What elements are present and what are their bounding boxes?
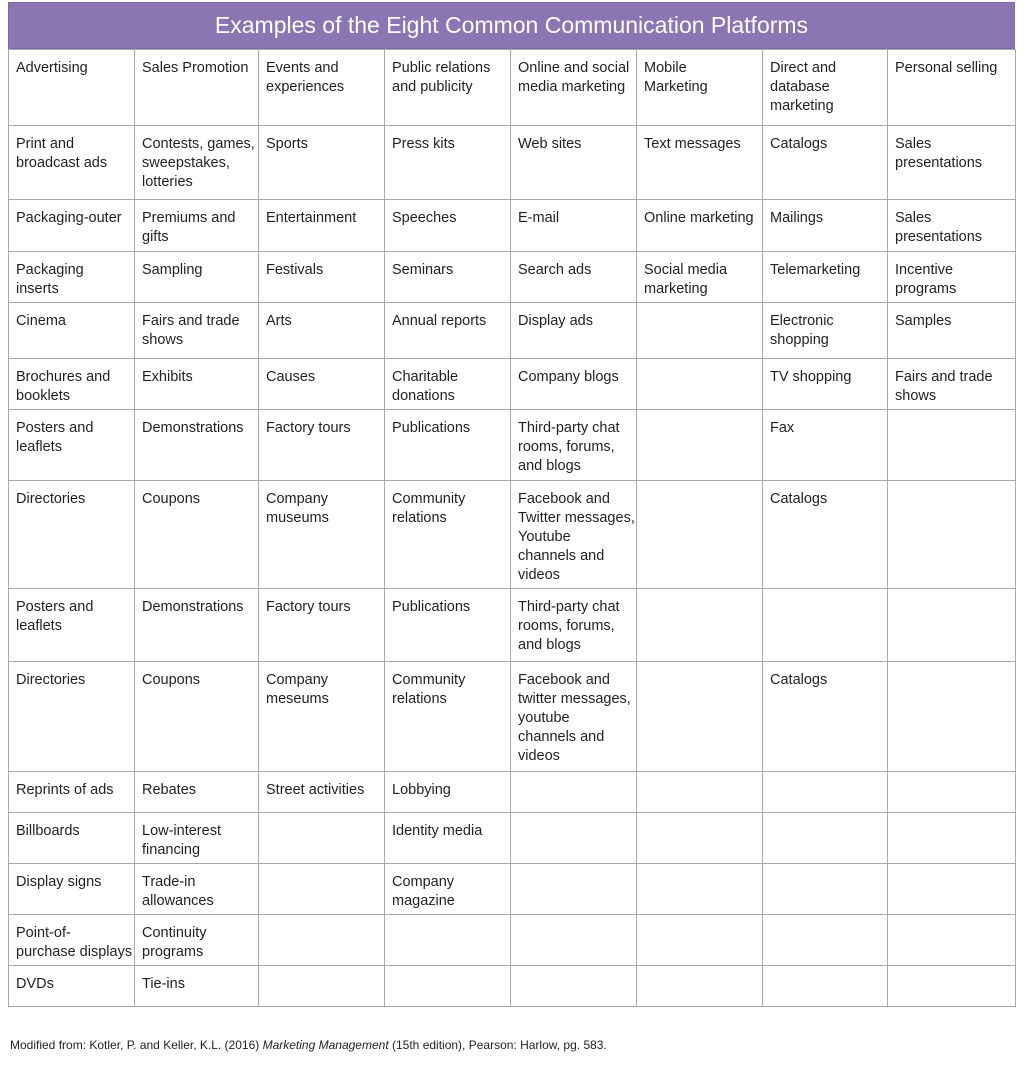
- table-cell: [888, 915, 1016, 966]
- table-row: [9, 915, 1016, 966]
- table-row: [9, 813, 1016, 864]
- table-cell: Entertainment: [259, 200, 385, 252]
- table-cell: Cinema: [9, 303, 135, 359]
- table-cell: [763, 915, 888, 966]
- table-row: [9, 252, 1016, 303]
- table-cell: Packaging inserts: [9, 252, 135, 303]
- table-cell: [385, 915, 511, 966]
- table-cell: [637, 481, 763, 589]
- table-cell: Facebook and twitter messages, youtube channels and videos: [511, 662, 637, 772]
- table-cell: Festivals: [259, 252, 385, 303]
- table-cell: [637, 359, 763, 410]
- table-cell: [888, 662, 1016, 772]
- table-cell: Company meseums: [259, 662, 385, 772]
- table-cell: Publications: [385, 410, 511, 481]
- table-cell: Demonstrations: [135, 589, 259, 662]
- table-cell: Display ads: [511, 303, 637, 359]
- table-cell: Factory tours: [259, 589, 385, 662]
- table-cell: Contests, games, sweepstakes, lotteries: [135, 126, 259, 200]
- table-cell: E-mail: [511, 200, 637, 252]
- table-cell: Sampling: [135, 252, 259, 303]
- table-cell: Packaging-outer: [9, 200, 135, 252]
- table-cell: Third-party chat rooms, forums, and blogs: [511, 589, 637, 662]
- table-cell: Posters and leaflets: [9, 589, 135, 662]
- table-cell: [637, 410, 763, 481]
- table-cell: [511, 915, 637, 966]
- table-cell: [511, 813, 637, 864]
- table-cell: Press kits: [385, 126, 511, 200]
- table-cell: Publications: [385, 589, 511, 662]
- table-cell: Company magazine: [385, 864, 511, 915]
- table-cell: DVDs: [9, 966, 135, 1007]
- table-cell: [637, 813, 763, 864]
- table-row: [9, 481, 1016, 589]
- column-header: Online and social media marketing: [511, 50, 637, 126]
- table-cell: Billboards: [9, 813, 135, 864]
- table-cell: Posters and leaflets: [9, 410, 135, 481]
- table-cell: Print and broadcast ads: [9, 126, 135, 200]
- table-cell: [888, 966, 1016, 1007]
- table-cell: [637, 662, 763, 772]
- table-cell: Mailings: [763, 200, 888, 252]
- table-cell: Electronic shopping: [763, 303, 888, 359]
- column-header: Direct and database marketing: [763, 50, 888, 126]
- source-citation: [10, 1038, 607, 1052]
- table-cell: [259, 813, 385, 864]
- table-cell: Fax: [763, 410, 888, 481]
- table-cell: [763, 772, 888, 813]
- table-row: [9, 410, 1016, 481]
- table-row: [9, 359, 1016, 410]
- table-cell: [763, 589, 888, 662]
- table-cell: [637, 966, 763, 1007]
- platforms-table: [8, 49, 1016, 1007]
- table-cell: [637, 589, 763, 662]
- table-cell: Tie-ins: [135, 966, 259, 1007]
- table-cell: Catalogs: [763, 662, 888, 772]
- table-row: [9, 772, 1016, 813]
- table-cell: [637, 772, 763, 813]
- table-cell: Causes: [259, 359, 385, 410]
- table-title: Examples of the Eight Common Communication Platforms: [8, 2, 1015, 49]
- source-prefix: Modified from: Kotler, P. and Keller, K.L. (2016): [10, 1038, 263, 1052]
- column-header: Events and experiences: [259, 50, 385, 126]
- table-cell: [763, 813, 888, 864]
- table-cell: Third-party chat rooms, forums, and blogs: [511, 410, 637, 481]
- table-row: [9, 303, 1016, 359]
- table-cell: Search ads: [511, 252, 637, 303]
- table-row: [9, 200, 1016, 252]
- table-row: [9, 864, 1016, 915]
- table-cell: Premiums and gifts: [135, 200, 259, 252]
- table-cell: [259, 864, 385, 915]
- table-cell: Company blogs: [511, 359, 637, 410]
- table-cell: Social media marketing: [637, 252, 763, 303]
- table-cell: Point-of- purchase displays: [9, 915, 135, 966]
- table-cell: Display signs: [9, 864, 135, 915]
- table-cell: Lobbying: [385, 772, 511, 813]
- table-cell: [385, 966, 511, 1007]
- table-cell: [511, 772, 637, 813]
- table-cell: Reprints of ads: [9, 772, 135, 813]
- table-cell: Speeches: [385, 200, 511, 252]
- table-cell: Catalogs: [763, 481, 888, 589]
- table-cell: Incentive programs: [888, 252, 1016, 303]
- table-row: [9, 589, 1016, 662]
- table-cell: Web sites: [511, 126, 637, 200]
- table-cell: Telemarketing: [763, 252, 888, 303]
- table-cell: Seminars: [385, 252, 511, 303]
- table-cell: Text messages: [637, 126, 763, 200]
- table-cell: Exhibits: [135, 359, 259, 410]
- table-cell: Charitable donations: [385, 359, 511, 410]
- table-cell: [259, 915, 385, 966]
- table-cell: Low-interest financing: [135, 813, 259, 864]
- table-cell: Arts: [259, 303, 385, 359]
- table-cell: [888, 481, 1016, 589]
- table-frame: [8, 2, 1015, 1007]
- table-cell: [763, 966, 888, 1007]
- table-cell: Catalogs: [763, 126, 888, 200]
- table-cell: [888, 864, 1016, 915]
- table-cell: [888, 410, 1016, 481]
- table-cell: [637, 864, 763, 915]
- table-cell: Demonstrations: [135, 410, 259, 481]
- table-cell: Company museums: [259, 481, 385, 589]
- table-cell: [888, 589, 1016, 662]
- table-cell: Online marketing: [637, 200, 763, 252]
- table-cell: Brochures and booklets: [9, 359, 135, 410]
- column-header: Sales Promotion: [135, 50, 259, 126]
- table-cell: Facebook and Twitter messages, Youtube channels and videos: [511, 481, 637, 589]
- table-cell: Trade-in allowances: [135, 864, 259, 915]
- table-cell: Fairs and trade shows: [135, 303, 259, 359]
- table-cell: Identity media: [385, 813, 511, 864]
- table-cell: Street activities: [259, 772, 385, 813]
- table-cell: Continuity programs: [135, 915, 259, 966]
- source-book-title: Marketing Management: [262, 1038, 389, 1052]
- table-cell: Coupons: [135, 662, 259, 772]
- table-cell: [763, 864, 888, 915]
- table-cell: [511, 966, 637, 1007]
- table-cell: Directories: [9, 481, 135, 589]
- table-cell: [637, 303, 763, 359]
- table-row: [9, 662, 1016, 772]
- table-cell: Directories: [9, 662, 135, 772]
- table-cell: [888, 772, 1016, 813]
- table-cell: Factory tours: [259, 410, 385, 481]
- table-cell: TV shopping: [763, 359, 888, 410]
- column-header: Public relations and publicity: [385, 50, 511, 126]
- column-header: Advertising: [9, 50, 135, 126]
- column-header: Mobile Marketing: [637, 50, 763, 126]
- table-cell: Rebates: [135, 772, 259, 813]
- table-cell: [511, 864, 637, 915]
- table-cell: [637, 915, 763, 966]
- table-cell: [259, 966, 385, 1007]
- table-cell: Fairs and trade shows: [888, 359, 1016, 410]
- table-cell: Sales presentations: [888, 126, 1016, 200]
- column-header: Personal selling: [888, 50, 1016, 126]
- source-suffix: (15th edition), Pearson: Harlow, pg. 583.: [388, 1038, 607, 1052]
- table-cell: Community relations: [385, 662, 511, 772]
- table-cell: Coupons: [135, 481, 259, 589]
- table-cell: Samples: [888, 303, 1016, 359]
- table-row: [9, 126, 1016, 200]
- table-cell: Sports: [259, 126, 385, 200]
- table-cell: Community relations: [385, 481, 511, 589]
- table-cell: [888, 813, 1016, 864]
- table-cell: Annual reports: [385, 303, 511, 359]
- table-cell: Sales presentations: [888, 200, 1016, 252]
- table-row: [9, 966, 1016, 1007]
- header-row: [9, 50, 1016, 126]
